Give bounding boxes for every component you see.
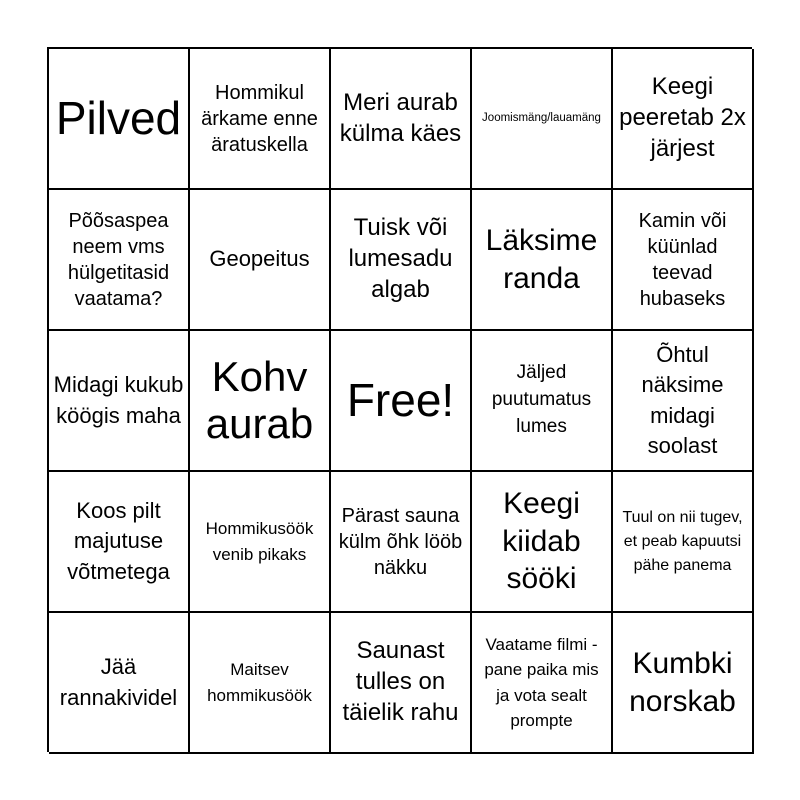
bingo-cell[interactable]: Keegi kiidab sööki	[472, 472, 613, 613]
bingo-cell[interactable]: Keegi peeretab 2x järjest	[613, 49, 754, 190]
bingo-cell[interactable]: Hommikul ärkame enne äratuskella	[190, 49, 331, 190]
bingo-cell[interactable]: Tuul on nii tugev, et peab kapuutsi pähe panema	[613, 472, 754, 613]
bingo-cell[interactable]: Hommikusöök venib pikaks	[190, 472, 331, 613]
bingo-cell[interactable]: Saunast tulles on täielik rahu	[331, 613, 472, 754]
bingo-cell[interactable]: Põõsaspea neem vms hülgetitasid vaatama?	[49, 190, 190, 331]
bingo-cell[interactable]: Midagi kukub köögis maha	[49, 331, 190, 472]
bingo-cell[interactable]: Vaatame filmi - pane paika mis ja vota sealt prompte	[472, 613, 613, 754]
bingo-cell[interactable]: Pilved	[49, 49, 190, 190]
bingo-cell[interactable]: Jää rannakividel	[49, 613, 190, 754]
bingo-cell[interactable]: Läksime randa	[472, 190, 613, 331]
bingo-cell[interactable]: Joomismäng/lauamäng	[472, 49, 613, 190]
bingo-cell[interactable]: Jäljed puutumatus lumes	[472, 331, 613, 472]
free-space[interactable]: Free!	[331, 331, 472, 472]
bingo-cell[interactable]: Maitsev hommikusöök	[190, 613, 331, 754]
bingo-cell[interactable]: Tuisk või lumesadu algab	[331, 190, 472, 331]
bingo-cell[interactable]: Kamin või küünlad teevad hubaseks	[613, 190, 754, 331]
bingo-cell[interactable]: Kumbki norskab	[613, 613, 754, 754]
bingo-cell[interactable]: Koos pilt majutuse võtmetega	[49, 472, 190, 613]
bingo-board	[47, 47, 752, 752]
bingo-cell[interactable]: Geopeitus	[190, 190, 331, 331]
bingo-cell[interactable]: Pärast sauna külm õhk lööb näkku	[331, 472, 472, 613]
bingo-cell[interactable]: Kohv aurab	[190, 331, 331, 472]
bingo-cell[interactable]: Õhtul näksime midagi soolast	[613, 331, 754, 472]
bingo-cell[interactable]: Meri aurab külma käes	[331, 49, 472, 190]
